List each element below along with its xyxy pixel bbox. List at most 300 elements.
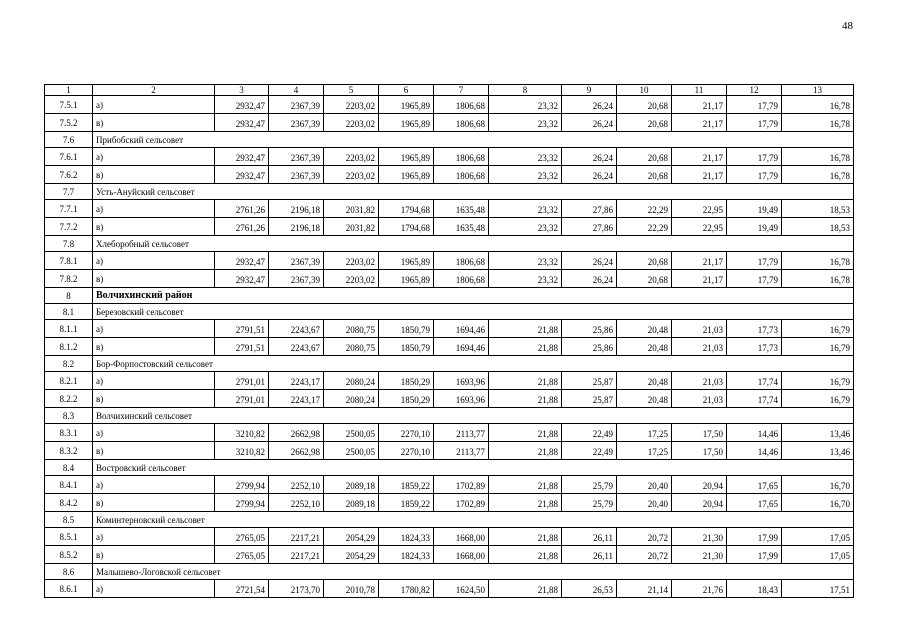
- table-cell: 1850,79: [379, 338, 434, 356]
- table-cell: 1794,68: [379, 218, 434, 236]
- table-row: [45, 390, 854, 408]
- table-cell: 21,88: [489, 372, 562, 390]
- table-cell: 2243,17: [269, 372, 324, 390]
- table-cell: 23,32: [489, 218, 562, 236]
- table-cell: 20,48: [617, 338, 672, 356]
- table-cell: 2252,10: [269, 494, 324, 512]
- table-cell: 21,03: [672, 390, 727, 408]
- column-header: 6: [379, 85, 434, 96]
- tariff-table: [44, 84, 854, 598]
- table-cell: 25,86: [562, 338, 617, 356]
- table-cell: 2367,39: [269, 96, 324, 114]
- table-cell: 21,17: [672, 114, 727, 132]
- table-cell: 2932,47: [215, 148, 269, 166]
- table-cell: 16,78: [782, 148, 854, 166]
- row-code: 8.4.1: [45, 476, 93, 494]
- table-cell: 1624,50: [434, 580, 489, 598]
- table-cell: 3210,82: [215, 424, 269, 442]
- row-code: 7.5.1: [45, 96, 93, 114]
- table-cell: 2173,70: [269, 580, 324, 598]
- row-variant: в): [93, 166, 215, 184]
- table-cell: 1702,89: [434, 494, 489, 512]
- table-cell: 26,24: [562, 166, 617, 184]
- table-row: [45, 320, 854, 338]
- table-row: [45, 166, 854, 184]
- table-cell: 17,05: [782, 528, 854, 546]
- table-cell: 16,70: [782, 476, 854, 494]
- table-cell: 1850,29: [379, 372, 434, 390]
- table-row: [45, 200, 854, 218]
- table-cell: 23,32: [489, 166, 562, 184]
- table-cell: 17,65: [727, 494, 782, 512]
- table-cell: 25,86: [562, 320, 617, 338]
- column-header: 8: [489, 85, 562, 96]
- table-row: [45, 476, 854, 494]
- row-variant: а): [93, 96, 215, 114]
- row-code: 8.1: [45, 304, 93, 320]
- column-header: 7: [434, 85, 489, 96]
- table-cell: 1635,48: [434, 218, 489, 236]
- table-cell: 1965,89: [379, 96, 434, 114]
- table-cell: 2932,47: [215, 252, 269, 270]
- table-cell: 26,24: [562, 252, 617, 270]
- row-title: Березовский сельсовет: [93, 304, 854, 320]
- section-row: [45, 184, 854, 200]
- table-cell: 1806,68: [434, 270, 489, 288]
- row-code: 8.2: [45, 356, 93, 372]
- table-cell: 2054,29: [324, 528, 379, 546]
- table-cell: 17,73: [727, 338, 782, 356]
- table-cell: 18,53: [782, 218, 854, 236]
- table-cell: 13,46: [782, 424, 854, 442]
- table-cell: 2203,02: [324, 252, 379, 270]
- table-cell: 22,95: [672, 200, 727, 218]
- table-cell: 2791,01: [215, 390, 269, 408]
- table-cell: 20,40: [617, 476, 672, 494]
- table-cell: 16,78: [782, 114, 854, 132]
- table-cell: 23,32: [489, 200, 562, 218]
- column-header: 12: [727, 85, 782, 96]
- row-code: 8.5.2: [45, 546, 93, 564]
- row-title: Востровский сельсовет: [93, 460, 854, 476]
- row-code: 7.8.2: [45, 270, 93, 288]
- row-variant: в): [93, 114, 215, 132]
- table-cell: 1794,68: [379, 200, 434, 218]
- table-cell: 2031,82: [324, 218, 379, 236]
- table-cell: 2932,47: [215, 270, 269, 288]
- row-title: Волчихинский район: [93, 288, 854, 304]
- table-cell: 1668,00: [434, 528, 489, 546]
- table-cell: 2203,02: [324, 148, 379, 166]
- table-cell: 26,24: [562, 96, 617, 114]
- table-cell: 1635,48: [434, 200, 489, 218]
- table-cell: 1859,22: [379, 494, 434, 512]
- row-code: 8.1.2: [45, 338, 93, 356]
- page-number: 48: [842, 20, 853, 32]
- row-code: 7.6.2: [45, 166, 93, 184]
- table-row: [45, 114, 854, 132]
- row-code: 8.2.1: [45, 372, 93, 390]
- table-cell: 1668,00: [434, 546, 489, 564]
- row-variant: а): [93, 476, 215, 494]
- table-cell: 2662,98: [269, 424, 324, 442]
- table-cell: 17,79: [727, 148, 782, 166]
- row-code: 8.4.2: [45, 494, 93, 512]
- table-cell: 26,24: [562, 114, 617, 132]
- table-cell: 2080,24: [324, 390, 379, 408]
- table-cell: 14,46: [727, 424, 782, 442]
- section-row: [45, 304, 854, 320]
- row-code: 8.3.1: [45, 424, 93, 442]
- table-cell: 16,79: [782, 320, 854, 338]
- table-row: [45, 528, 854, 546]
- table-cell: 22,29: [617, 218, 672, 236]
- table-cell: 17,25: [617, 424, 672, 442]
- table-cell: 2080,75: [324, 320, 379, 338]
- section-row: [45, 460, 854, 476]
- table-cell: 16,78: [782, 166, 854, 184]
- table-cell: 17,50: [672, 424, 727, 442]
- row-variant: в): [93, 494, 215, 512]
- row-variant: в): [93, 390, 215, 408]
- table-cell: 17,25: [617, 442, 672, 460]
- table-row: [45, 252, 854, 270]
- table-cell: 2791,51: [215, 320, 269, 338]
- table-cell: 2010,78: [324, 580, 379, 598]
- table-row: [45, 270, 854, 288]
- table-cell: 20,72: [617, 546, 672, 564]
- table-cell: 2367,39: [269, 148, 324, 166]
- column-header: 4: [269, 85, 324, 96]
- table-cell: 17,73: [727, 320, 782, 338]
- table-cell: 2080,24: [324, 372, 379, 390]
- section-row: [45, 512, 854, 528]
- table-cell: 1859,22: [379, 476, 434, 494]
- table-cell: 2799,94: [215, 476, 269, 494]
- table-cell: 1806,68: [434, 114, 489, 132]
- table-cell: 20,40: [617, 494, 672, 512]
- table-cell: 14,46: [727, 442, 782, 460]
- table-cell: 20,94: [672, 476, 727, 494]
- table-cell: 21,88: [489, 424, 562, 442]
- table-cell: 16,78: [782, 252, 854, 270]
- table-cell: 2791,51: [215, 338, 269, 356]
- table-cell: 21,14: [617, 580, 672, 598]
- table-cell: 2196,18: [269, 218, 324, 236]
- table-cell: 2203,02: [324, 114, 379, 132]
- table-row: [45, 442, 854, 460]
- row-code: 7.6: [45, 132, 93, 148]
- table-cell: 21,76: [672, 580, 727, 598]
- row-code: 7.8.1: [45, 252, 93, 270]
- table-cell: 16,79: [782, 338, 854, 356]
- table-cell: 1965,89: [379, 252, 434, 270]
- table-cell: 2243,67: [269, 320, 324, 338]
- table-cell: 1850,29: [379, 390, 434, 408]
- row-variant: а): [93, 372, 215, 390]
- table-cell: 2765,05: [215, 528, 269, 546]
- table-cell: 23,32: [489, 114, 562, 132]
- table-cell: 2367,39: [269, 114, 324, 132]
- table-cell: 21,88: [489, 494, 562, 512]
- table-row: [45, 424, 854, 442]
- row-variant: в): [93, 442, 215, 460]
- row-variant: а): [93, 580, 215, 598]
- row-variant: а): [93, 320, 215, 338]
- table-cell: 2270,10: [379, 424, 434, 442]
- table-row: [45, 338, 854, 356]
- row-code: 8.3: [45, 408, 93, 424]
- table-cell: 17,79: [727, 270, 782, 288]
- row-title: Прибобский сельсовет: [93, 132, 854, 148]
- table-cell: 22,49: [562, 424, 617, 442]
- table-cell: 26,11: [562, 546, 617, 564]
- table-cell: 2217,21: [269, 546, 324, 564]
- table-cell: 20,48: [617, 372, 672, 390]
- table-cell: 2089,18: [324, 476, 379, 494]
- table-cell: 17,79: [727, 166, 782, 184]
- section-row: [45, 132, 854, 148]
- table-cell: 21,88: [489, 476, 562, 494]
- column-header: 2: [93, 85, 215, 96]
- table-cell: 21,88: [489, 442, 562, 460]
- table-cell: 25,87: [562, 390, 617, 408]
- table-cell: 2367,39: [269, 166, 324, 184]
- row-title: Коминтерновский сельсовет: [93, 512, 854, 528]
- table-cell: 1694,46: [434, 320, 489, 338]
- table-cell: 20,68: [617, 252, 672, 270]
- table-cell: 2054,29: [324, 546, 379, 564]
- row-code: 7.6.1: [45, 148, 93, 166]
- table-cell: 2500,05: [324, 442, 379, 460]
- column-header: 9: [562, 85, 617, 96]
- table-row: [45, 546, 854, 564]
- row-title: Хлеборобный сельсовет: [93, 236, 854, 252]
- row-variant: в): [93, 270, 215, 288]
- table-row: [45, 372, 854, 390]
- row-code: 8.5.1: [45, 528, 93, 546]
- table-cell: 1824,33: [379, 546, 434, 564]
- table-cell: 27,86: [562, 218, 617, 236]
- table-cell: 2761,26: [215, 218, 269, 236]
- table-cell: 21,30: [672, 528, 727, 546]
- column-number-row: [45, 85, 854, 96]
- table-cell: 21,88: [489, 320, 562, 338]
- table-cell: 1694,46: [434, 338, 489, 356]
- table-cell: 16,79: [782, 372, 854, 390]
- table-cell: 21,03: [672, 372, 727, 390]
- table-cell: 21,88: [489, 338, 562, 356]
- table-cell: 2932,47: [215, 114, 269, 132]
- row-code: 8.3.2: [45, 442, 93, 460]
- table-cell: 1965,89: [379, 114, 434, 132]
- table-cell: 2203,02: [324, 270, 379, 288]
- table-cell: 23,32: [489, 148, 562, 166]
- row-code: 7.7.1: [45, 200, 93, 218]
- table-cell: 25,79: [562, 476, 617, 494]
- table-cell: 26,24: [562, 270, 617, 288]
- table-cell: 17,79: [727, 96, 782, 114]
- table-cell: 2500,05: [324, 424, 379, 442]
- table-cell: 2203,02: [324, 166, 379, 184]
- table-row: [45, 580, 854, 598]
- table-cell: 26,53: [562, 580, 617, 598]
- table-cell: 17,50: [672, 442, 727, 460]
- row-variant: а): [93, 200, 215, 218]
- table-cell: 2662,98: [269, 442, 324, 460]
- column-header: 13: [782, 85, 854, 96]
- table-cell: 13,46: [782, 442, 854, 460]
- table-cell: 2270,10: [379, 442, 434, 460]
- table-cell: 22,49: [562, 442, 617, 460]
- table-cell: 22,95: [672, 218, 727, 236]
- table-cell: 2761,26: [215, 200, 269, 218]
- table-cell: 21,17: [672, 270, 727, 288]
- table-cell: 2932,47: [215, 96, 269, 114]
- table-cell: 20,48: [617, 390, 672, 408]
- table-cell: 2765,05: [215, 546, 269, 564]
- table-cell: 2113,77: [434, 424, 489, 442]
- table-cell: 2367,39: [269, 270, 324, 288]
- table-cell: 17,65: [727, 476, 782, 494]
- table-cell: 16,78: [782, 96, 854, 114]
- table-cell: 26,24: [562, 148, 617, 166]
- table-cell: 2367,39: [269, 252, 324, 270]
- table-cell: 23,32: [489, 96, 562, 114]
- table-cell: 20,72: [617, 528, 672, 546]
- table-cell: 27,86: [562, 200, 617, 218]
- table-cell: 23,32: [489, 252, 562, 270]
- row-code: 8.5: [45, 512, 93, 528]
- table-cell: 21,03: [672, 338, 727, 356]
- section-row: [45, 564, 854, 580]
- table-cell: 20,94: [672, 494, 727, 512]
- table-cell: 26,11: [562, 528, 617, 546]
- row-variant: в): [93, 338, 215, 356]
- row-variant: а): [93, 148, 215, 166]
- row-code: 7.8: [45, 236, 93, 252]
- table-row: [45, 96, 854, 114]
- row-variant: в): [93, 546, 215, 564]
- section-row: [45, 408, 854, 424]
- table-cell: 1824,33: [379, 528, 434, 546]
- table-cell: 20,68: [617, 270, 672, 288]
- table-cell: 2031,82: [324, 200, 379, 218]
- table-row: [45, 148, 854, 166]
- table-cell: 17,79: [727, 252, 782, 270]
- table-cell: 25,87: [562, 372, 617, 390]
- table-cell: 25,79: [562, 494, 617, 512]
- table-cell: 1693,96: [434, 390, 489, 408]
- table-cell: 1965,89: [379, 166, 434, 184]
- table-row: [45, 494, 854, 512]
- row-code: 7.5.2: [45, 114, 93, 132]
- row-code: 8.2.2: [45, 390, 93, 408]
- table-cell: 1965,89: [379, 270, 434, 288]
- column-header: 10: [617, 85, 672, 96]
- table-cell: 17,51: [782, 580, 854, 598]
- table-cell: 2721,54: [215, 580, 269, 598]
- table-cell: 18,53: [782, 200, 854, 218]
- table-cell: 2113,77: [434, 442, 489, 460]
- table-cell: 21,17: [672, 96, 727, 114]
- table-cell: 20,68: [617, 166, 672, 184]
- row-title: Бор-Форпостовский сельсовет: [93, 356, 854, 372]
- row-code: 7.7.2: [45, 218, 93, 236]
- table-cell: 20,68: [617, 148, 672, 166]
- column-header: 3: [215, 85, 269, 96]
- table-cell: 2080,75: [324, 338, 379, 356]
- table-cell: 19,49: [727, 218, 782, 236]
- table-cell: 21,88: [489, 546, 562, 564]
- table-cell: 21,88: [489, 528, 562, 546]
- row-title: Малышево-Логовской сельсовет: [93, 564, 854, 580]
- table-cell: 2196,18: [269, 200, 324, 218]
- column-header: 11: [672, 85, 727, 96]
- table-cell: 21,30: [672, 546, 727, 564]
- row-code: 8.1.1: [45, 320, 93, 338]
- table-cell: 17,74: [727, 372, 782, 390]
- table-cell: 17,74: [727, 390, 782, 408]
- table-cell: 1693,96: [434, 372, 489, 390]
- table-cell: 2203,02: [324, 96, 379, 114]
- table-cell: 1780,82: [379, 580, 434, 598]
- table-cell: 22,29: [617, 200, 672, 218]
- column-header: 1: [45, 85, 93, 96]
- column-header: 5: [324, 85, 379, 96]
- table-cell: 21,17: [672, 252, 727, 270]
- table-cell: 1702,89: [434, 476, 489, 494]
- row-code: 7.7: [45, 184, 93, 200]
- section-row: [45, 236, 854, 252]
- table-cell: 23,32: [489, 270, 562, 288]
- table-cell: 2252,10: [269, 476, 324, 494]
- table-cell: 2791,01: [215, 372, 269, 390]
- table-cell: 1850,79: [379, 320, 434, 338]
- row-title: Усть-Ануйский сельсовет: [93, 184, 854, 200]
- table-cell: 21,88: [489, 390, 562, 408]
- table-cell: 2089,18: [324, 494, 379, 512]
- row-code: 8: [45, 288, 93, 304]
- row-variant: а): [93, 528, 215, 546]
- row-variant: а): [93, 424, 215, 442]
- table-cell: 16,70: [782, 494, 854, 512]
- table-cell: 21,88: [489, 580, 562, 598]
- table-cell: 17,05: [782, 546, 854, 564]
- row-variant: а): [93, 252, 215, 270]
- table-cell: 18,43: [727, 580, 782, 598]
- table-cell: 20,68: [617, 96, 672, 114]
- table-cell: 1806,68: [434, 166, 489, 184]
- table-cell: 1965,89: [379, 148, 434, 166]
- table-cell: 1806,68: [434, 252, 489, 270]
- table-cell: 16,79: [782, 390, 854, 408]
- table-cell: 19,49: [727, 200, 782, 218]
- section-row: [45, 356, 854, 372]
- table-cell: 20,68: [617, 114, 672, 132]
- table-cell: 1806,68: [434, 96, 489, 114]
- table-row: [45, 218, 854, 236]
- row-code: 8.6: [45, 564, 93, 580]
- district-row: [45, 288, 854, 304]
- table-cell: 17,99: [727, 528, 782, 546]
- table-cell: 16,78: [782, 270, 854, 288]
- row-code: 8.4: [45, 460, 93, 476]
- table-cell: 2799,94: [215, 494, 269, 512]
- table-cell: 2932,47: [215, 166, 269, 184]
- table-cell: 2243,17: [269, 390, 324, 408]
- table-cell: 21,17: [672, 148, 727, 166]
